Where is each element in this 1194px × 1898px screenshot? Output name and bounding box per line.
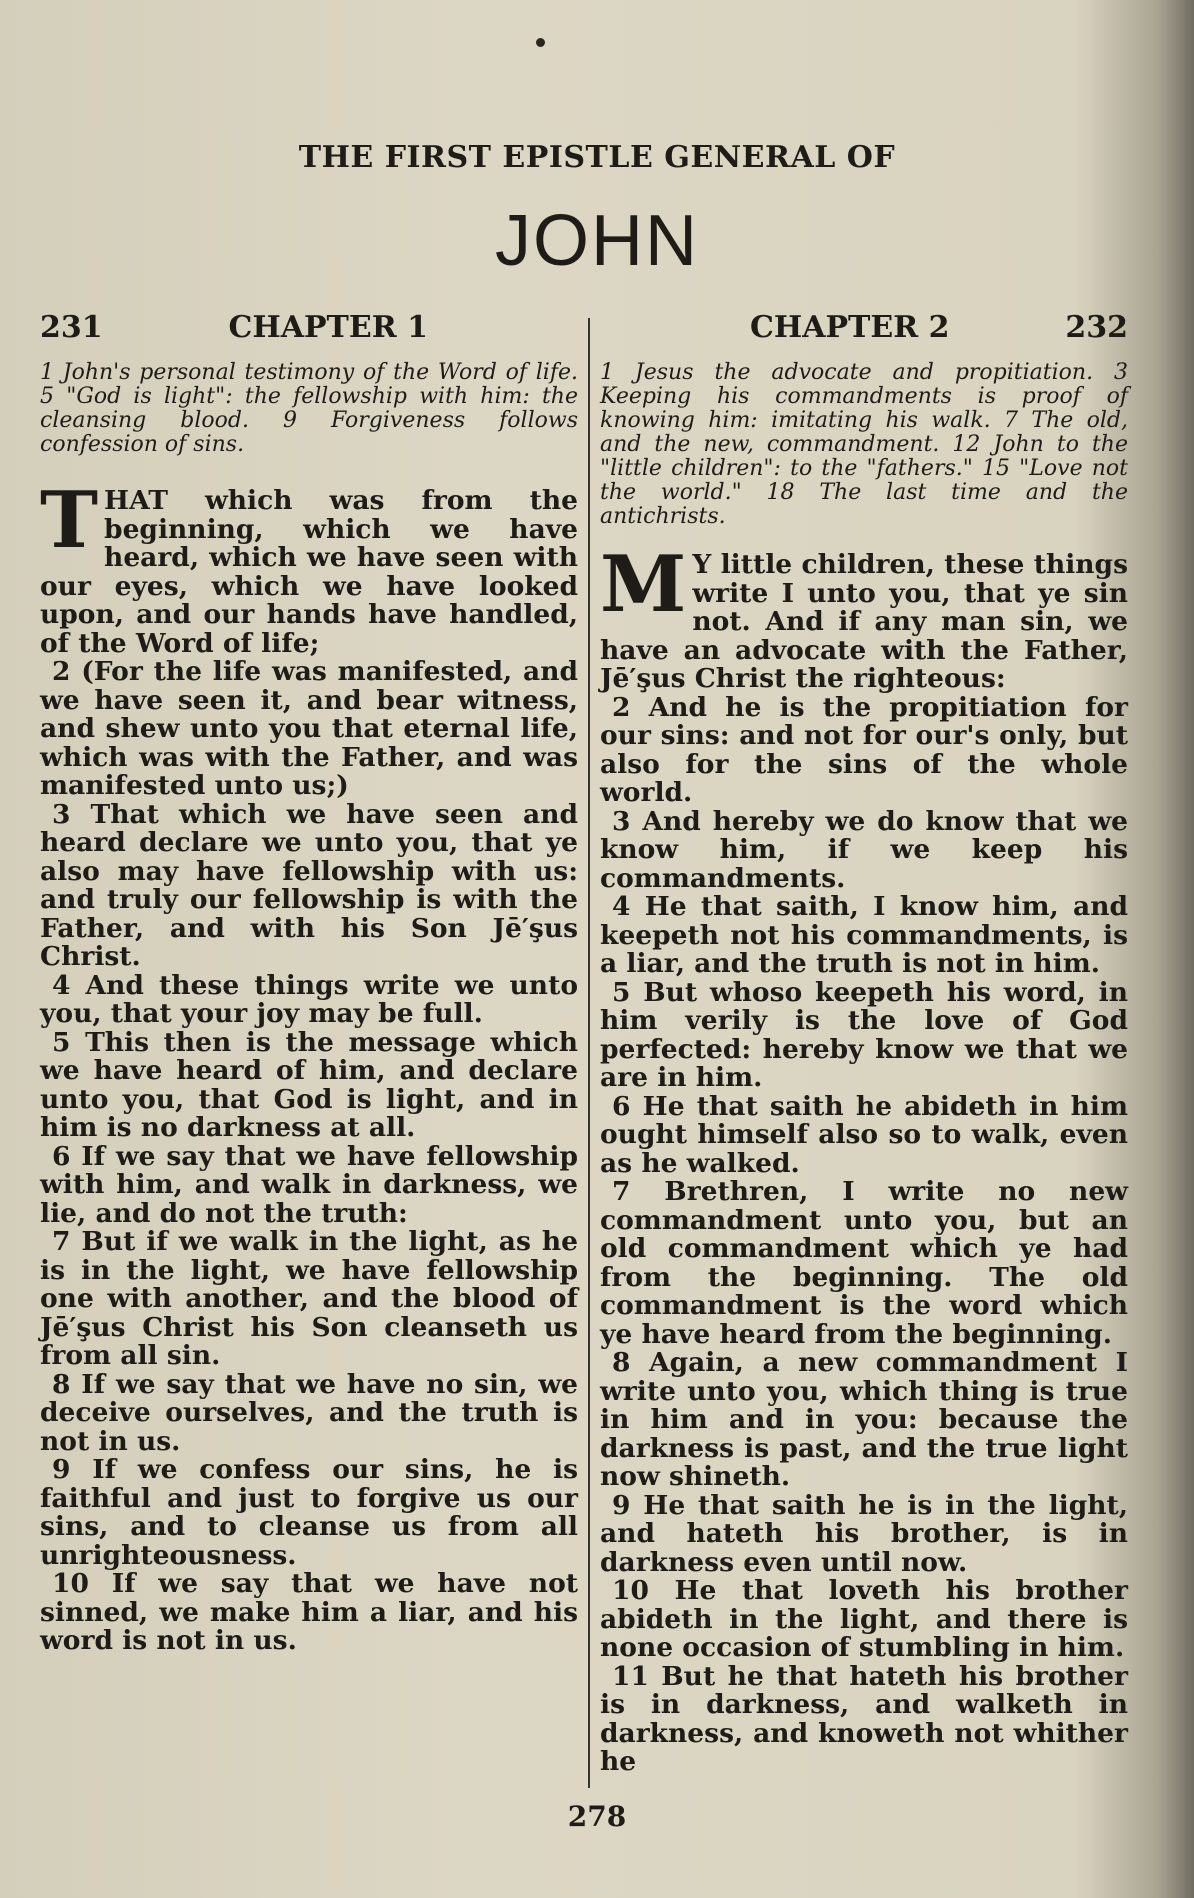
verse: 10 If we say that we have not sinned, we make him a liar, and his word is not in us. bbox=[40, 1568, 578, 1656]
verse: 2 (For the life was manifested, and we have seen it, and bear witness, and shew unto you that eternal life, which was with the Father, and was manifested unto us;) bbox=[40, 656, 578, 801]
left-column bbox=[40, 310, 578, 1656]
chapter-2-title: CHAPTER 2 bbox=[750, 310, 950, 345]
chapter-2-verse-1 bbox=[600, 539, 1128, 694]
page-dot-mark bbox=[536, 38, 545, 47]
column-divider bbox=[588, 318, 590, 1788]
verse: 3 That which we have seen and heard declare we unto you, that ye also may have fellowship with us: and truly our fellowship is with the Father, and with his Son Jē′şus Christ. bbox=[40, 798, 578, 972]
drop-cap: T bbox=[40, 475, 99, 566]
verse: 8 Again, a new commandment I write unto you, which thing is true in him and in you: because the darkness is past, and the true light now shineth. bbox=[600, 1347, 1128, 1492]
verse: 3 And hereby we do know that we know him, if we keep his commandments. bbox=[600, 805, 1128, 894]
verse: 6 He that saith he abideth in him ought himself also so to walk, even as he walked. bbox=[600, 1090, 1128, 1179]
chapter-2-summary: 1 Jesus the advocate and propitiation. 3 Keeping his commandments is proof of knowing him: imitating his walk. 7 The old, and the new, commandment. 12 John to the "little children": to the "fathers." 15 "Love not the world." 18 The last time and the antichrists. bbox=[600, 360, 1128, 529]
page-number: 278 bbox=[567, 1800, 627, 1833]
verse: 9 If we confess our sins, he is faithful and just to forgive us our sins, and to cleanse us from all unrighteousness. bbox=[40, 1454, 578, 1571]
drop-cap: M bbox=[600, 539, 687, 630]
chapter-1-summary: 1 John's personal testimony of the Word of life. 5 "God is light": the fellowship with him: the cleansing blood. 9 Forgiveness follows confession of sins. bbox=[40, 360, 578, 457]
verse: 7 But if we walk in the light, as he is in the light, we have fellowship one with another, and the blood of Jē′şus Christ his Son cleanseth us from all sin. bbox=[40, 1226, 578, 1371]
right-column bbox=[600, 310, 1128, 1777]
verse-text: HAT which was from the beginning, which we have heard, which we have seen with our eyes, which we have looked upon, and our hands have handled, of the Word of life; bbox=[40, 485, 578, 659]
verse: 5 This then is the message which we have heard of him, and declare unto you, that God is light, and in him is no darkness at all. bbox=[40, 1026, 578, 1143]
verse: 9 He that saith he is in the light, and hateth his brother, is in darkness even until now. bbox=[600, 1489, 1128, 1578]
verse: 10 He that loveth his brother abideth in the light, and there is none occasion of stumbling in him. bbox=[600, 1575, 1128, 1663]
verse: 5 But whoso keepeth his word, in him verily is the love of God perfected: hereby know we that we are in him. bbox=[600, 976, 1128, 1093]
chapter-1-heading bbox=[40, 310, 578, 345]
verse: 4 He that saith, I know him, and keepeth not his commandments, is a liar, and the truth is not in him. bbox=[600, 891, 1128, 979]
left-reference-number: 231 bbox=[40, 310, 103, 345]
verse: 2 And he is the propitiation for our sins: and not for our's only, but also for the sins of the whole world. bbox=[600, 691, 1128, 808]
verse: 7 Brethren, I write no new commandment unto you, but an old commandment which ye had from the beginning. The old commandment is the word which ye have heard from the beginning. bbox=[600, 1176, 1128, 1350]
verse: 4 And these things write we unto you, that your joy may be full. bbox=[40, 969, 578, 1029]
chapter-1-title: CHAPTER 1 bbox=[228, 310, 428, 345]
book-supertitle: THE FIRST EPISTLE GENERAL OF bbox=[298, 140, 896, 175]
verse: 8 If we say that we have no sin, we deceive ourselves, and the truth is not in us. bbox=[40, 1368, 578, 1457]
chapter-1-verse-1 bbox=[40, 475, 578, 659]
verse: 11 But he that hateth his brother is in darkness, and walketh in darkness, and knoweth not whither he bbox=[600, 1660, 1128, 1777]
verse: 6 If we say that we have fellowship with him, and walk in darkness, we lie, and do not the truth: bbox=[40, 1140, 578, 1229]
verse-text: Y little children, these things write I unto you, that ye sin not. And if any man sin, we have an advocate with the Father, Jē′şus Christ the righteous: bbox=[600, 549, 1128, 694]
book-title: JOHN bbox=[495, 201, 699, 281]
chapter-2-heading bbox=[600, 310, 1128, 345]
right-reference-number: 232 bbox=[1065, 310, 1128, 345]
